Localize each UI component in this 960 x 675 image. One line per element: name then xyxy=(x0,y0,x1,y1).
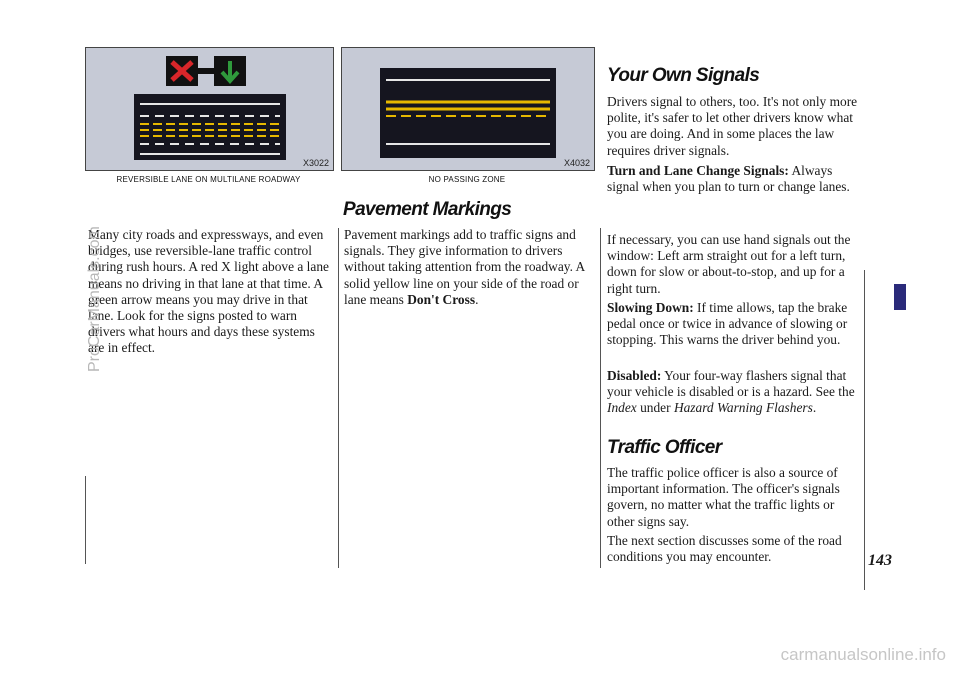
no-passing-zone-figure xyxy=(341,47,595,171)
reversible-lane-figure xyxy=(85,47,334,171)
section-tab xyxy=(894,284,906,310)
pavement-markings-heading: Pavement Markings xyxy=(343,199,512,220)
margin-rule xyxy=(864,270,865,590)
traffic-officer-heading: Traffic Officer xyxy=(607,437,722,458)
slowing-down-label: Slowing Down: xyxy=(607,300,694,315)
traffic-officer-text: The traffic police officer is also a source of important information. The officer's signals govern, no matter what the traffic lights or other signs say. xyxy=(607,465,840,529)
reversible-lane-text: Many city roads and expressways, and even bridges, use reversible-lane traffic control during rush hours. A red X light above a lane means no driving in that lane at that time. A green arrow means you may drive in that lane. Look for the signs posted to warn drivers what hours and days these systems are in effect. xyxy=(88,227,329,356)
column-divider xyxy=(600,228,601,568)
figure-code: X4032 xyxy=(563,158,590,168)
figure-code: X3022 xyxy=(302,158,329,168)
slowing-down-text: Slowing Down: If time allows, tap the brake pedal once or twice in advance of slowing or stopping. This warns the driver behind you. xyxy=(607,300,848,348)
page-number: 143 xyxy=(868,552,892,569)
footer-watermark: carmanualsonline.info xyxy=(780,645,946,664)
hazard-flashers-reference: Hazard Warning Flashers xyxy=(673,400,813,416)
figure-caption: REVERSIBLE LANE ON MULTILANE ROADWAY xyxy=(116,175,301,184)
no-passing-zone-illustration xyxy=(342,48,594,170)
hand-signals-text: If necessary, you can use hand signals out the window: Left arm straight out for a left turn, down for slow or about-to-stop, and up for a right turn. xyxy=(607,232,851,296)
turn-signals-label: Turn and Lane Change Signals: xyxy=(607,163,789,178)
pavement-markings-text: Pavement markings add to traffic signs and signals. They give information to drivers without taking attention from the roadway. A solid yellow line on your side of the road or lane means Don't Cross. xyxy=(344,227,585,307)
column-divider xyxy=(338,228,339,568)
next-section-text: The next section discusses some of the road conditions you may encounter. xyxy=(607,533,842,565)
figure-caption: NO PASSING ZONE xyxy=(428,175,506,184)
your-own-signals-heading: Your Own Signals xyxy=(607,65,760,86)
turn-signals-text: Turn and Lane Change Signals: Always signal when you plan to turn or change lanes. xyxy=(607,163,850,195)
disabled-text: Disabled: Your four-way flashers signal that your vehicle is disabled or is a hazard. See the Index under Hazard Warning Flashers. xyxy=(607,368,855,416)
dont-cross-emphasis: Don't Cross xyxy=(407,291,476,307)
reversible-lane-illustration xyxy=(86,48,333,170)
signals-intro: Drivers signal to others, too. It's not only more polite, it's safer to let other drivers know what you are doing. And in some places the law requires driver signals. xyxy=(607,94,858,158)
procarmanuals-watermark: ProCarManuals.com xyxy=(86,226,103,372)
disabled-label: Disabled: xyxy=(607,368,662,383)
margin-rule xyxy=(85,476,86,564)
